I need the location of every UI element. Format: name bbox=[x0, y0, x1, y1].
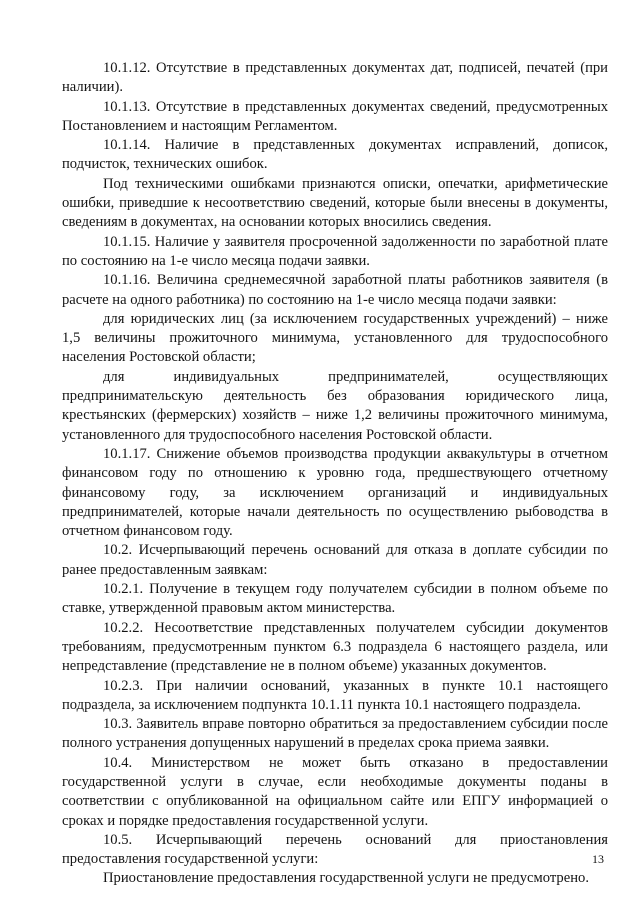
paragraph-10-2-3: 10.2.3. При наличии оснований, указанных в пункте 10.1 настоящего подраздела, за исключением подпункта 10.1.11 пункта 10.1 настоящего подраздела. bbox=[62, 677, 608, 713]
paragraph-10-5: 10.5. Исчерпывающий перечень оснований для приостановления предоставления государственной услуги: bbox=[62, 831, 608, 868]
page-number: 13 bbox=[592, 852, 604, 866]
paragraph-10-3: 10.3. Заявитель вправе повторно обратиться за предоставлением субсидии после полного устранения допущенных нарушений в пределах срока приема заявки. bbox=[62, 716, 608, 752]
paragraph-10-1-17: 10.1.17. Снижение объемов производства продукции аквакультуры в отчетном финансовом году по отношению к уровню года, предшествующего отчетному финансовому году, за исключением организаций и индивидуальных предпринимателей, которые начали деятельность по осуществлению рыбоводства в отчетном финансовом году. bbox=[62, 445, 608, 540]
paragraph-technical-errors: Под техническими ошибками признаются описки, опечатки, арифметические ошибки, приведшие к несоответствию сведений, которые были внесены в документы, сведениям в документах, на основании которых вносились сведения. bbox=[62, 175, 608, 231]
paragraph-10-1-14: 10.1.14. Наличие в представленных документах исправлений, дописок, подчисток, технических ошибок. bbox=[62, 137, 608, 173]
paragraph-10-1-12: 10.1.12. Отсутствие в представленных документах дат, подписей, печатей (при наличии). bbox=[62, 60, 608, 96]
paragraph-10-2-2: 10.2.2. Несоответствие представленных получателем субсидии документов требованиям, предусмотренным пунктом 6.3 подраздела 6 настоящего раздела, или непредставление (представление не в полном объеме) указанных документов. bbox=[62, 619, 608, 675]
paragraph-10-1-16: 10.1.16. Величина среднемесячной заработной платы работников заявителя (в расчете на одного работника) по состоянию на 1-е число месяца подачи заявки: bbox=[62, 272, 608, 308]
paragraph-10-1-13: 10.1.13. Отсутствие в представленных документах сведений, предусмотренных Постановлением и настоящим Регламентом. bbox=[62, 98, 608, 134]
document-body bbox=[62, 59, 608, 889]
paragraph-10-4: 10.4. Министерством не может быть отказано в предоставлении государственной услуги в случае, если необходимые документы поданы в соответствии с опубликованной на официальном сайте или ЕПГУ информацией о сроках и порядке предоставления государственной услуги. bbox=[62, 754, 608, 829]
paragraph-legal-entities: для юридических лиц (за исключением государственных учреждений) – ниже 1,5 величины прожиточного минимума, установленного для трудоспособного населения Ростовской области; bbox=[62, 310, 608, 366]
paragraph-individual-entrepreneurs: для индивидуальных предпринимателей, осуществляющих предпринимательскую деятельность без образования юридического лица, крестьянских (фермерских) хозяйств – ниже 1,2 величины прожиточного минимума, установленного для трудоспособного населения Ростовской области. bbox=[62, 368, 608, 443]
paragraph-suspension-not-provided: Приостановление предоставления государственной услуги не предусмотрено. bbox=[103, 870, 589, 887]
paragraph-10-1-15: 10.1.15. Наличие у заявителя просроченной задолженности по заработной плате по состоянию на 1-е число месяца подачи заявки. bbox=[62, 233, 608, 269]
paragraph-10-2-1: 10.2.1. Получение в текущем году получателем субсидии в полном объеме по ставке, утвержденной правовым актом министерства. bbox=[62, 581, 608, 617]
paragraph-10-2: 10.2. Исчерпывающий перечень оснований для отказа в доплате субсидии по ранее предоставленным заявкам: bbox=[62, 542, 608, 578]
